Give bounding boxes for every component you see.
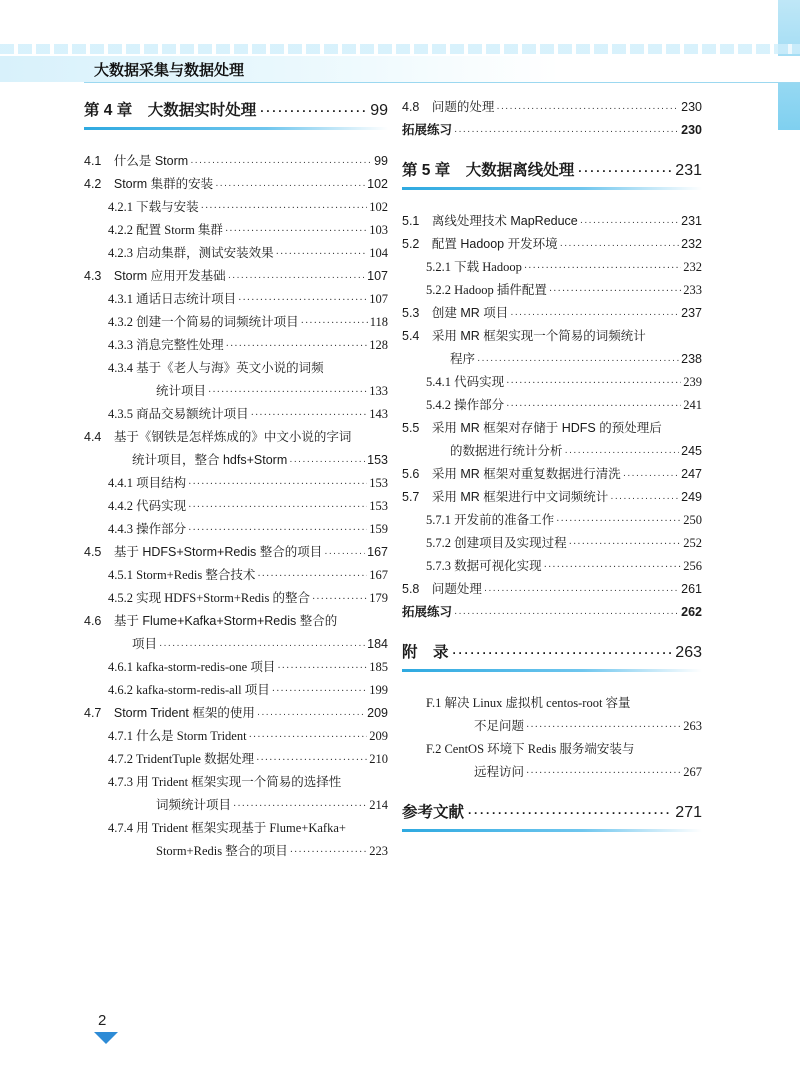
toc-entry-page: 128: [369, 338, 388, 352]
chapter-page: 99: [370, 102, 388, 119]
toc-entry-page: 223: [369, 844, 388, 858]
toc-entry[interactable]: [84, 311, 388, 334]
toc-entry-page: 179: [369, 591, 388, 605]
toc-entry-page: 214: [369, 798, 388, 812]
leader-dots: [526, 762, 681, 785]
toc-entry-page: 239: [683, 375, 702, 389]
toc-entry-page: 167: [369, 568, 388, 582]
leader-dots: [190, 151, 372, 174]
toc-entry-page: 118: [369, 315, 388, 329]
toc-entry-page: 185: [369, 660, 388, 674]
leader-dots: [468, 798, 671, 828]
toc-entry-title: 统计项目，整合 hdfs+Storm: [132, 453, 288, 467]
toc-entry-page: 249: [681, 490, 702, 504]
toc-entry[interactable]: [402, 119, 702, 142]
toc-entry[interactable]: [84, 587, 388, 610]
toc-entry-page: 184: [367, 637, 388, 651]
toc-entry[interactable]: [84, 702, 388, 725]
toc-entry-title: 4.2.3 启动集群，测试安装效果: [108, 246, 274, 260]
leader-dots: [277, 657, 367, 680]
toc-entry-page: 167: [367, 545, 388, 559]
toc-entry-title: 程序: [450, 352, 476, 366]
leader-dots: [289, 450, 365, 473]
toc-entry[interactable]: [402, 738, 702, 761]
references-heading[interactable]: [402, 798, 702, 828]
leader-dots: [228, 266, 365, 289]
references-page: 271: [675, 804, 702, 821]
toc-entry-page: 250: [683, 513, 702, 527]
toc-entry[interactable]: [84, 495, 388, 518]
toc-entry[interactable]: [402, 601, 702, 624]
toc-entry-page: 209: [367, 706, 388, 720]
toc-entry-page: 267: [683, 765, 702, 779]
toc-entry-title: 5.3 创建 MR 项目: [402, 306, 509, 320]
page-number: 2: [98, 1012, 107, 1029]
leader-dots: [524, 257, 681, 280]
toc-entry-page: 263: [683, 719, 702, 733]
toc-entry[interactable]: [84, 288, 388, 311]
leader-dots: [506, 372, 681, 395]
toc-entry[interactable]: [84, 748, 388, 771]
leader-dots: [188, 496, 367, 519]
toc-entry[interactable]: [402, 761, 702, 784]
toc-entry[interactable]: [84, 403, 388, 426]
toc-entry-title: 4.7.2 TridentTuple 数据处理: [108, 752, 255, 766]
leader-dots: [256, 749, 367, 772]
toc-entry[interactable]: [402, 96, 702, 119]
chapter-4-tail-entries: [402, 96, 702, 142]
toc-entry[interactable]: [402, 302, 702, 325]
toc-entry-title: 4.5.2 实现 HDFS+Storm+Redis 的整合: [108, 591, 310, 605]
toc-entry-page: 143: [369, 407, 388, 421]
toc-entry[interactable]: [84, 196, 388, 219]
toc-entry-title: 5.7.1 开发前的准备工作: [426, 513, 555, 527]
toc-entry-title: 4.3.5 商品交易额统计项目: [108, 407, 249, 421]
leader-dots: [272, 680, 367, 703]
toc-entry-page: 107: [367, 269, 388, 283]
toc-entry-title: 的数据进行统计分析: [450, 444, 563, 458]
toc-left-column: [84, 96, 388, 863]
toc-entry-title: 5.2 配置 Hadoop 开发环境: [402, 237, 558, 251]
leader-dots: [496, 97, 679, 120]
toc-entry-page: 245: [681, 444, 702, 458]
toc-entry[interactable]: [402, 394, 702, 417]
toc-entry-page: 199: [369, 683, 388, 697]
toc-entry-page: 153: [369, 499, 388, 513]
toc-entry-title: 5.7 采用 MR 框架进行中文词频统计: [402, 490, 609, 504]
toc-entry-page: 104: [369, 246, 388, 260]
leader-dots: [510, 303, 679, 326]
toc-entry-title: 4.4.3 操作部分: [108, 522, 187, 536]
toc-entry-page: 209: [369, 729, 388, 743]
toc-entry-title: Storm+Redis 整合的项目: [156, 844, 288, 858]
toc-entry-title: 4.4.2 代码实现: [108, 499, 187, 513]
toc-entry-title: 4.3 Storm 应用开发基础: [84, 269, 226, 283]
leader-dots: [201, 197, 368, 220]
toc-entry-title: 4.6 基于 Flume+Kafka+Storm+Redis 整合的: [84, 614, 338, 628]
leader-dots: [260, 96, 366, 126]
toc-entry-page: 153: [369, 476, 388, 490]
toc-entry-title: F.1 解决 Linux 虚拟机 centos-root 容量: [426, 696, 631, 710]
leader-dots: [233, 795, 367, 818]
leader-dots: [251, 404, 368, 427]
leader-dots: [526, 716, 681, 739]
leader-dots: [560, 234, 680, 257]
toc-entry-title: 4.7.3 用 Trident 框架实现一个简易的选择性: [108, 775, 342, 789]
leader-dots: [324, 542, 365, 565]
toc-entry-title: 4.6.1 kafka-storm-redis-one 项目: [108, 660, 276, 674]
toc-entry[interactable]: [84, 564, 388, 587]
toc-entry-title: 5.7.3 数据可视化实现: [426, 559, 542, 573]
leader-dots: [301, 312, 368, 335]
toc-entry[interactable]: [402, 417, 702, 440]
leader-dots: [257, 703, 365, 726]
leader-dots: [454, 602, 679, 625]
toc-entry-title: 4.3.1 通话日志统计项目: [108, 292, 237, 306]
chapter-title: 第 4 章 大数据实时处理: [84, 102, 257, 119]
toc-entry[interactable]: [402, 440, 702, 463]
leader-dots: [556, 510, 681, 533]
toc-entry[interactable]: [402, 325, 702, 348]
toc-entry-title: 4.1 什么是 Storm: [84, 154, 189, 168]
chapter-5-entries: [402, 210, 702, 624]
toc-entry-page: 237: [681, 306, 702, 320]
toc-entry-title: 4.3.4 基于《老人与海》英文小说的词频: [108, 361, 324, 375]
toc-entry-title: 5.5 采用 MR 框架对存储于 HDFS 的预处理后: [402, 421, 662, 435]
toc-entry-title: 5.2.2 Hadoop 插件配置: [426, 283, 547, 297]
toc-entry-page: 247: [681, 467, 702, 481]
page-marker-triangle-icon: [94, 1032, 118, 1044]
leader-dots: [188, 519, 367, 542]
toc-entry[interactable]: [84, 242, 388, 265]
appendix-entries: [402, 692, 702, 784]
toc-entry[interactable]: [84, 380, 388, 403]
toc-entry-page: 210: [369, 752, 388, 766]
toc-entry[interactable]: [402, 256, 702, 279]
toc-entry[interactable]: [84, 173, 388, 196]
toc-entry[interactable]: [84, 656, 388, 679]
chapter-rule: [402, 187, 702, 190]
toc-entry-title: 5.8 问题处理: [402, 582, 482, 596]
toc-entry[interactable]: [84, 518, 388, 541]
toc-entry[interactable]: [84, 265, 388, 288]
leader-dots: [215, 174, 365, 197]
toc-entry-title: 不足问题: [474, 719, 525, 733]
toc-entry[interactable]: [402, 348, 702, 371]
toc-entry-title: 词频统计项目: [156, 798, 232, 812]
leader-dots: [312, 588, 367, 611]
toc-entry-page: 159: [369, 522, 388, 536]
toc-entry-page: 232: [681, 237, 702, 251]
chapter-rule: [84, 127, 388, 130]
toc-entry-title: 4.7 Storm Trident 框架的使用: [84, 706, 255, 720]
toc-entry[interactable]: [84, 472, 388, 495]
toc-entry-title: 5.6 采用 MR 框架对重复数据进行清洗: [402, 467, 621, 481]
toc-entry-title: F.2 CentOS 环境下 Redis 服务端安装与: [426, 742, 635, 756]
toc-entry-title: 4.8 问题的处理: [402, 100, 495, 114]
toc-entry[interactable]: [84, 449, 388, 472]
toc-entry-title: 4.3.3 消息完整性处理: [108, 338, 224, 352]
toc-entry-page: 102: [369, 200, 388, 214]
toc-entry-title: 5.2.1 下载 Hadoop: [426, 260, 522, 274]
toc-entry[interactable]: [84, 541, 388, 564]
chapter-4-heading[interactable]: [84, 96, 388, 126]
toc-entry-title: 4.4.1 项目结构: [108, 476, 187, 490]
toc-entry-page: 256: [683, 559, 702, 573]
leader-dots: [544, 556, 682, 579]
toc-entry-page: 233: [683, 283, 702, 297]
toc-entry[interactable]: [402, 279, 702, 302]
toc-entry-title: 4.7.4 用 Trident 框架实现基于 Flume+Kafka+: [108, 821, 346, 835]
toc-entry-title: 4.4 基于《钢铁是怎样炼成的》中文小说的字词: [84, 430, 352, 444]
toc-entry-title: 拓展练习: [402, 123, 453, 137]
leader-dots: [238, 289, 367, 312]
toc-entry[interactable]: [84, 817, 388, 840]
toc-entry-page: 261: [681, 582, 702, 596]
toc-entry-title: 5.4.1 代码实现: [426, 375, 505, 389]
toc-entry[interactable]: [402, 509, 702, 532]
appendix-title: 附 录: [402, 644, 449, 661]
leader-dots: [578, 156, 671, 186]
toc-entry[interactable]: [402, 692, 702, 715]
leader-dots: [159, 634, 365, 657]
chapter-page: 231: [675, 162, 702, 179]
toc-entry-page: 238: [681, 352, 702, 366]
leader-dots: [188, 473, 367, 496]
leader-dots: [276, 243, 368, 266]
toc-entry-title: 5.1 离线处理技术 MapReduce: [402, 214, 578, 228]
toc-entry-page: 241: [683, 398, 702, 412]
leader-dots: [565, 441, 680, 464]
toc-entry-title: 远程访问: [474, 765, 525, 779]
toc-entry[interactable]: [84, 610, 388, 633]
leader-dots: [569, 533, 682, 556]
leader-dots: [225, 220, 367, 243]
toc-entry-page: 231: [681, 214, 702, 228]
toc-entry-page: 262: [681, 605, 702, 619]
toc-entry-page: 103: [369, 223, 388, 237]
toc-entry[interactable]: [402, 715, 702, 738]
leader-dots: [208, 381, 367, 404]
leader-dots: [580, 211, 679, 234]
appendix-heading[interactable]: [402, 638, 702, 668]
toc-entry[interactable]: [402, 555, 702, 578]
toc-entry-title: 4.2.1 下载与安装: [108, 200, 199, 214]
toc-entry-title: 项目: [132, 637, 158, 651]
toc-entry-title: 拓展练习: [402, 605, 453, 619]
leader-dots: [454, 120, 679, 143]
toc-entry-title: 4.5 基于 HDFS+Storm+Redis 整合的项目: [84, 545, 323, 559]
leader-dots: [249, 726, 368, 749]
toc-entry-page: 99: [374, 154, 388, 168]
toc-entry[interactable]: [84, 679, 388, 702]
leader-dots: [623, 464, 679, 487]
leader-dots: [226, 335, 368, 358]
references-title: 参考文献: [402, 804, 465, 821]
toc-entry[interactable]: [84, 771, 388, 794]
toc-entry[interactable]: [84, 426, 388, 449]
book-title: 大数据采集与数据处理: [94, 62, 245, 79]
toc-right-column: [402, 96, 702, 852]
toc-entry-page: 153: [367, 453, 388, 467]
chapter-rule: [402, 829, 702, 832]
toc-entry[interactable]: [84, 150, 388, 173]
toc-entry[interactable]: [84, 725, 388, 748]
leader-dots: [290, 841, 368, 864]
toc-entry[interactable]: [402, 210, 702, 233]
toc-entry-title: 4.2.2 配置 Storm 集群: [108, 223, 223, 237]
leader-dots: [484, 579, 679, 602]
chapter-5-heading[interactable]: [402, 156, 702, 186]
header-stripes: [0, 44, 800, 54]
toc-entry[interactable]: [84, 357, 388, 380]
toc-entry[interactable]: [402, 233, 702, 256]
toc-entry[interactable]: [402, 463, 702, 486]
toc-entry[interactable]: [84, 794, 388, 817]
toc-entry[interactable]: [84, 219, 388, 242]
leader-dots: [506, 395, 681, 418]
toc-entry-title: 统计项目: [156, 384, 207, 398]
toc-entry-page: 230: [681, 100, 702, 114]
leader-dots: [610, 487, 679, 510]
toc-entry[interactable]: [402, 578, 702, 601]
toc-entry-title: 4.2 Storm 集群的安装: [84, 177, 214, 191]
toc-entry-page: 107: [369, 292, 388, 306]
toc-entry[interactable]: [84, 840, 388, 863]
toc-entry[interactable]: [402, 532, 702, 555]
chapter-title: 第 5 章 大数据离线处理: [402, 162, 575, 179]
toc-entry[interactable]: [84, 334, 388, 357]
toc-entry[interactable]: [402, 486, 702, 509]
leader-dots: [477, 349, 679, 372]
toc-entry-page: 232: [683, 260, 702, 274]
toc-entry-title: 5.4 采用 MR 框架实现一个简易的词频统计: [402, 329, 646, 343]
toc-entry-page: 133: [369, 384, 388, 398]
toc-entry-title: 5.7.2 创建项目及实现过程: [426, 536, 567, 550]
chapter-rule: [402, 669, 702, 672]
leader-dots: [257, 565, 367, 588]
toc-entry-page: 102: [367, 177, 388, 191]
toc-entry-page: 230: [681, 123, 702, 137]
toc-entry-page: 252: [683, 536, 702, 550]
toc-entry-title: 4.6.2 kafka-storm-redis-all 项目: [108, 683, 270, 697]
header-divider: [84, 82, 800, 83]
toc-entry[interactable]: [84, 633, 388, 656]
toc-entry[interactable]: [402, 371, 702, 394]
appendix-page: 263: [675, 644, 702, 661]
leader-dots: [549, 280, 681, 303]
leader-dots: [453, 638, 672, 668]
toc-entry-title: 4.3.2 创建一个简易的词频统计项目: [108, 315, 299, 329]
chapter-4-entries: [84, 150, 388, 863]
toc-entry-title: 4.7.1 什么是 Storm Trident: [108, 729, 247, 743]
toc-entry-title: 4.5.1 Storm+Redis 整合技术: [108, 568, 256, 582]
toc-entry-title: 5.4.2 操作部分: [426, 398, 505, 412]
